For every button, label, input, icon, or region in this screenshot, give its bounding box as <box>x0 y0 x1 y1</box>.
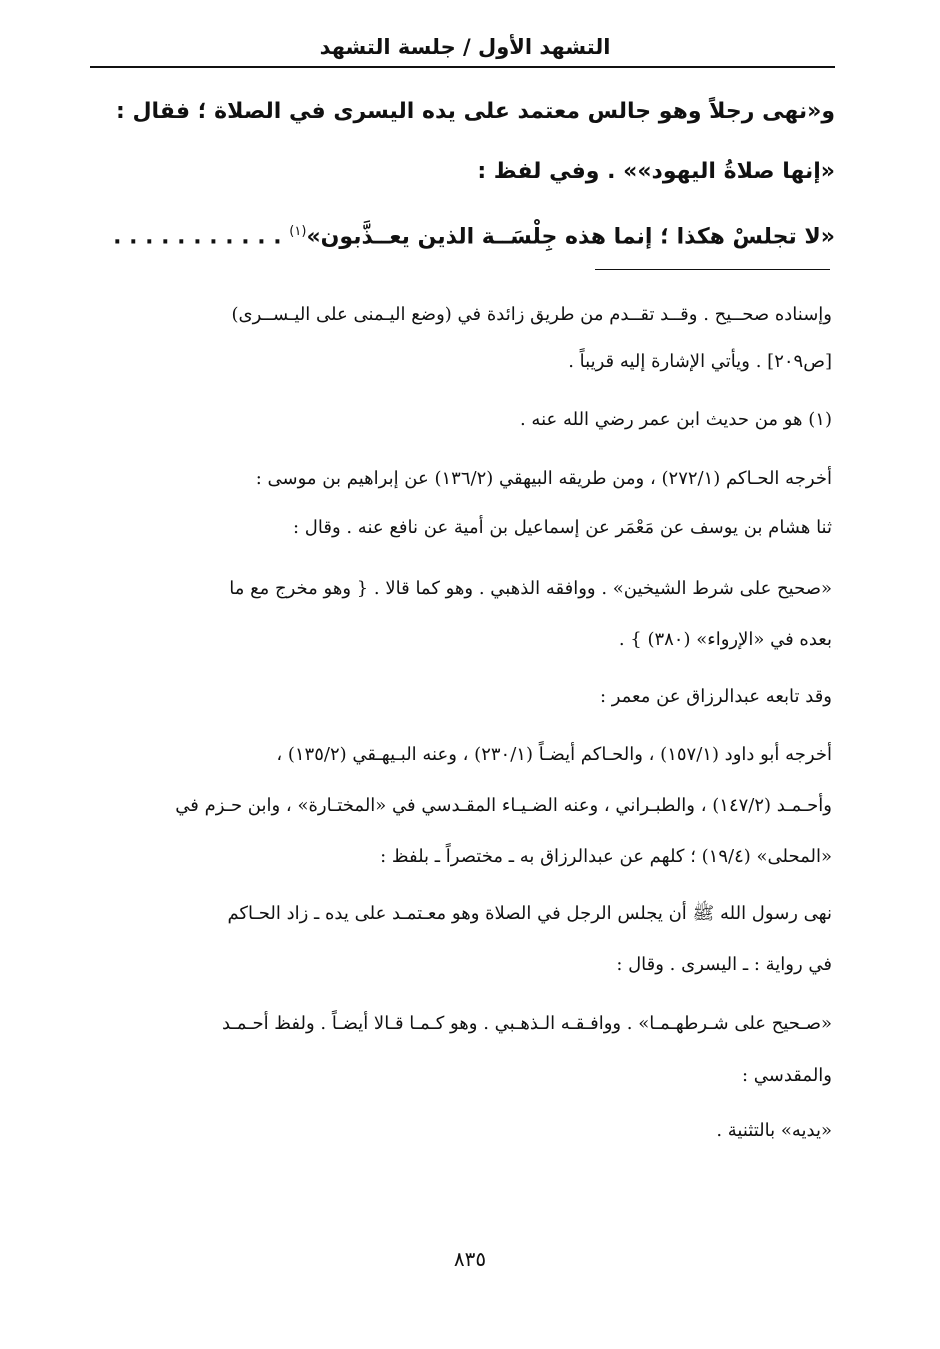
footnote-para6-line-1: نهى رسول الله ﷺ أن يجلس الرجل في الصلاة وهو معـتمـد على يده ـ زاد الحـاكم <box>227 903 832 924</box>
hadith-line-1: و«نهى رجلاً وهو جالس معتمد على يده اليسرى في الصلاة ؛ فقال : <box>116 99 835 124</box>
running-header-title: التشهد الأول / جلسة التشهد <box>319 35 611 59</box>
footnote-para3-line-1: «صحيح على شرط الشيخين» . ووافقه الذهبي . وهو كما قالا . { وهو مخرج مع ما <box>229 578 832 599</box>
footnote-1-line: (١) هو من حديث ابن عمر رضي الله عنه . <box>519 409 832 430</box>
footnote-para7-line-1: «صـحيح على شـرطهـمـا» . ووافـقـه الـذهـبي . وهو كـمـا قـالا أيضـاً . ولفظ أحـمـد <box>222 1013 832 1034</box>
hadith-quote: «لا تجلسْ هكذا ؛ إنما هذه جِلْسَــة الذين يعــذَّبون» <box>306 224 835 250</box>
footnote-para2-line-1: أخرجه الحـاكم (٢٧٢/١) ، ومن طريقه البيهقي (١٣٦/٢) عن إبراهيم بن موسى : <box>255 468 832 489</box>
hadith-line-3 <box>105 217 835 252</box>
footnote-para6-line-2: في رواية : ـ اليسرى . وقال : <box>616 954 832 975</box>
footnote-continuation-line-2: [ص٢٠٩] . ويأتي الإشارة إليه قريباً . <box>568 351 832 372</box>
ellipsis-dots: . . . . . . . . . . . <box>113 224 290 250</box>
footnote-para5-line-2: وأحـمـد (١٤٧/٢) ، والطبـراني ، وعنه الضـيـاء المقـدسي في «المختـارة» ، وابن حـزم في <box>175 795 832 816</box>
header-rule <box>90 66 835 68</box>
footnote-para5-line-1: أخرجه أبو داود (١٥٧/١) ، والحـاكم أيضـاً (٢٣٠/١) ، وعنه البـيهـقي (١٣٥/٢) ، <box>276 744 832 765</box>
footnote-para2-line-2: ثنا هشام بن يوسف عن مَعْمَر عن إسماعيل بن أمية عن نافع عنه . وقال : <box>292 517 832 538</box>
hadith-line-2: «إنها صلاةُ اليهود»» . وفي لفظ : <box>477 159 835 184</box>
page-number: ٨٣٥ <box>453 1247 487 1271</box>
footnote-para5-line-3: «المحلى» (١٩/٤) ؛ كلهم عن عبدالرزاق به ـ مختصراً ـ بلفظ : <box>380 846 832 867</box>
footnote-separator-rule <box>595 269 830 270</box>
footnote-continuation-line-1: وإسناده صحــيح . وقــد تقــدم من طريق زائدة في (وضع اليـمنى على اليـســرى) <box>231 304 832 325</box>
footnote-para4-line-1: وقد تابعه عبدالرزاق عن معمر : <box>599 686 832 707</box>
footnote-para3-line-2: بعده في «الإرواء» (٣٨٠) } . <box>618 629 832 650</box>
footnote-para8-line-1: «يديه» بالتثنية . <box>716 1120 832 1141</box>
footnote-marker: (١) <box>289 224 307 239</box>
footnote-para7-line-2: والمقدسي : <box>741 1065 832 1086</box>
